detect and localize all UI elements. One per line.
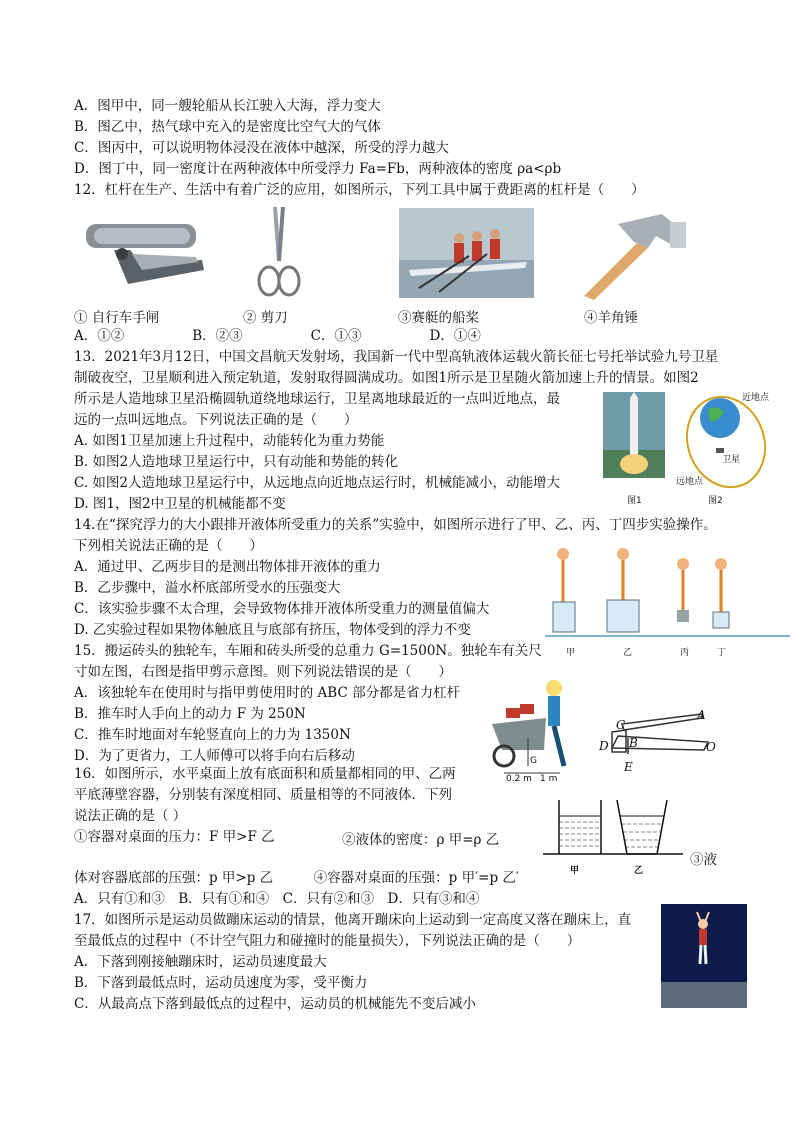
q15-option-b: B．推车时人手向上的动力 F 为 250N [74,706,306,722]
q17-option-c: C．从最高点下落到最低点的过程中，运动员的机械能先不变后减小 [74,996,476,1012]
q13-stem-line-3: 所示是人造地球卫星沿椭圆轨道绕地球运行，卫星离地球最近的一点叫近地点，最 [74,391,560,407]
q13-near-point-label: 近地点 [742,393,770,403]
q13-stem-line-2: 制破夜空，卫星顺利进入预定轨道，发射取得圆满成功。如图1所示是卫星随火箭加速上升的情景。如图2 [74,370,699,386]
claw-hammer-image [578,212,690,300]
q14-stem-line-1: 14.在“探究浮力的大小跟排开液体所受重力的关系”实验中，如图所示进行了甲、乙、丙、丁四步实验操作。 [74,517,717,533]
q13-fig1-label: 图1 [627,496,642,506]
q12-option-b: B．②③ [192,328,243,344]
q16-statement-3-head: ③液 [690,852,717,868]
q13-far-point-label: 远地点 [676,477,704,487]
q15-option-a: A．该独轮车在使用时与指甲剪使用时的 ABC 部分都是省力杠杆 [74,685,461,701]
q16-statement-line: 体对容器底部的压强：p 甲>p 乙 ④容器对桌面的压强：p 甲′=p 乙′ [74,870,519,886]
q15-dim-1m: 1 m [540,774,558,784]
q15-point-b: B [629,736,638,750]
q12-option-c: C．①③ [310,328,362,344]
q15-point-e: E [624,760,633,774]
q13-option-a: A. 如图1卫星加速上升过程中，动能转化为重力势能 [74,433,385,449]
q12-option-d: D．①④ [429,328,481,344]
rowing-boat-image [399,208,534,298]
q17-stem-line-1: 17．如图所示是运动员做蹦床运动的情景，他离开蹦床向上运动到一定高度又落在蹦床上，直 [74,912,632,928]
q15-point-o: O [706,740,716,754]
q15-point-a: A [697,708,706,722]
q12-caption-3: ③赛艇的船桨 [398,310,479,326]
q14-option-b: B．乙步骤中，溢水杯底部所受水的压强变大 [74,580,341,596]
q15-weight-label: G [530,756,537,766]
q11-option-c: C．图丙中，可以说明物体浸没在液体中越深，所受的浮力越大 [74,140,449,156]
two-containers-diagram [543,796,683,860]
q14-label-yi: 乙 [623,648,633,658]
bike-brake-image [84,210,214,292]
q14-option-d: D. 乙实验过程如果物体触底且与底部有挤压，物体受到的浮力不变 [74,622,471,638]
q16-statement-2: ②液体的密度：ρ 甲=ρ 乙 [342,832,500,848]
q14-option-c: C．该实验步骤不太合理，会导致物体排开液体所受重力的测量值偏大 [74,601,490,617]
q14-option-a: A．通过甲、乙两步目的是测出物体排开液体的重力 [74,559,381,575]
q12-caption-2: ② 剪刀 [243,310,288,326]
q16-stem-line-2: 平底薄壁容器，分别装有深度相同、质量相等的不同液体．下列 [74,787,452,803]
q16-label-jia: 甲 [570,866,580,876]
q15-stem-line-2: 寸如左图，右图是指甲剪示意图。则下列说法错误的是（ ） [74,664,452,680]
q12-caption-4: ④羊角锤 [584,310,638,326]
q14-label-ding: 丁 [717,648,727,658]
q13-satellite-label: 卫星 [722,455,741,465]
q13-fig2-label: 图2 [708,496,723,506]
q12-stem: 12．杠杆在生产、生活中有着广泛的应用，如图所示，下列工具中属于费距离的杠杆是（ ） [74,182,645,198]
q13-option-c: C. 如图2人造地球卫星运行中，从远地点向近地点运行时，机械能减小，动能增大 [74,475,561,491]
q15-option-c: C．推车时地面对车轮竖直向上的力为 1350N [74,727,351,743]
q15-dim-0-2m: 0.2 m [506,774,532,784]
q15-stem-line-1: 15．搬运砖头的独轮车，车厢和砖头所受的总重力 G=1500N。独轮车有关尺 [74,643,542,659]
q11-option-b: B．图乙中，热气球中充入的是密度比空气大的气体 [74,119,381,135]
q15-point-d: D [599,739,609,753]
q17-option-b: B．下落到最低点时，运动员速度为零，受平衡力 [74,975,368,991]
q11-option-d: D．图丁中，同一密度计在两种液体中所受浮力 Fa=Fb，两种液体的密度 ρa<ρb [74,161,562,177]
q14-label-bing: 丙 [680,648,690,658]
q13-option-b: B. 如图2人造地球卫星运行中，只有动能和势能的转化 [74,454,399,470]
trampoline-athlete-image [661,904,747,1008]
q16-statement-1: ①容器对桌面的压力：F 甲>F 乙 [74,829,275,845]
q13-option-d: D. 图1，图2中卫星的机械能都不变 [74,496,286,512]
q13-stem-line-4: 远的一点叫远地点。下列说法正确的是（ ） [74,412,358,428]
q14-stem-line-2: 下列相关说法正确的是（ ） [74,538,263,554]
scissors-image [255,205,303,300]
q12-option-a: A．①② [74,328,125,344]
rocket-launch-image [603,392,665,478]
q17-stem-line-2: 至最低点的过程中（不计空气阻力和碰撞时的能量损失），下列说法正确的是（ ） [74,933,581,949]
q16-stem-line-3: 说法正确的是（ ） [74,808,187,824]
q16-label-yi: 乙 [634,866,644,876]
q11-option-a: A．图甲中，同一艘轮船从长江驶入大海，浮力变大 [74,98,381,114]
q12-caption-1: ① 自行车手闸 [74,310,160,326]
q16-options: A．只有①和③ B．只有①和④ C．只有②和③ D．只有③和④ [74,891,480,907]
q17-option-a: A．下落到刚接触蹦床时，运动员速度最大 [74,954,327,970]
q15-option-d: D．为了更省力，工人师傅可以将手向右后移动 [74,748,355,764]
q15-point-c: C [616,718,626,732]
wheelbarrow-diagram [488,678,586,782]
q14-label-jia: 甲 [566,648,576,658]
q12-options [74,327,481,345]
q13-stem-line-1: 13．2021年3月12日，中国文昌航天发射场，我国新一代中型高轨液体运载火箭长征七号托举试验九号卫星 [74,349,719,365]
buoyancy-experiment-diagram [545,542,790,642]
q16-stem-line-1: 16．如图所示，水平桌面上放有底面积和质量都相同的甲、乙两 [74,766,456,782]
